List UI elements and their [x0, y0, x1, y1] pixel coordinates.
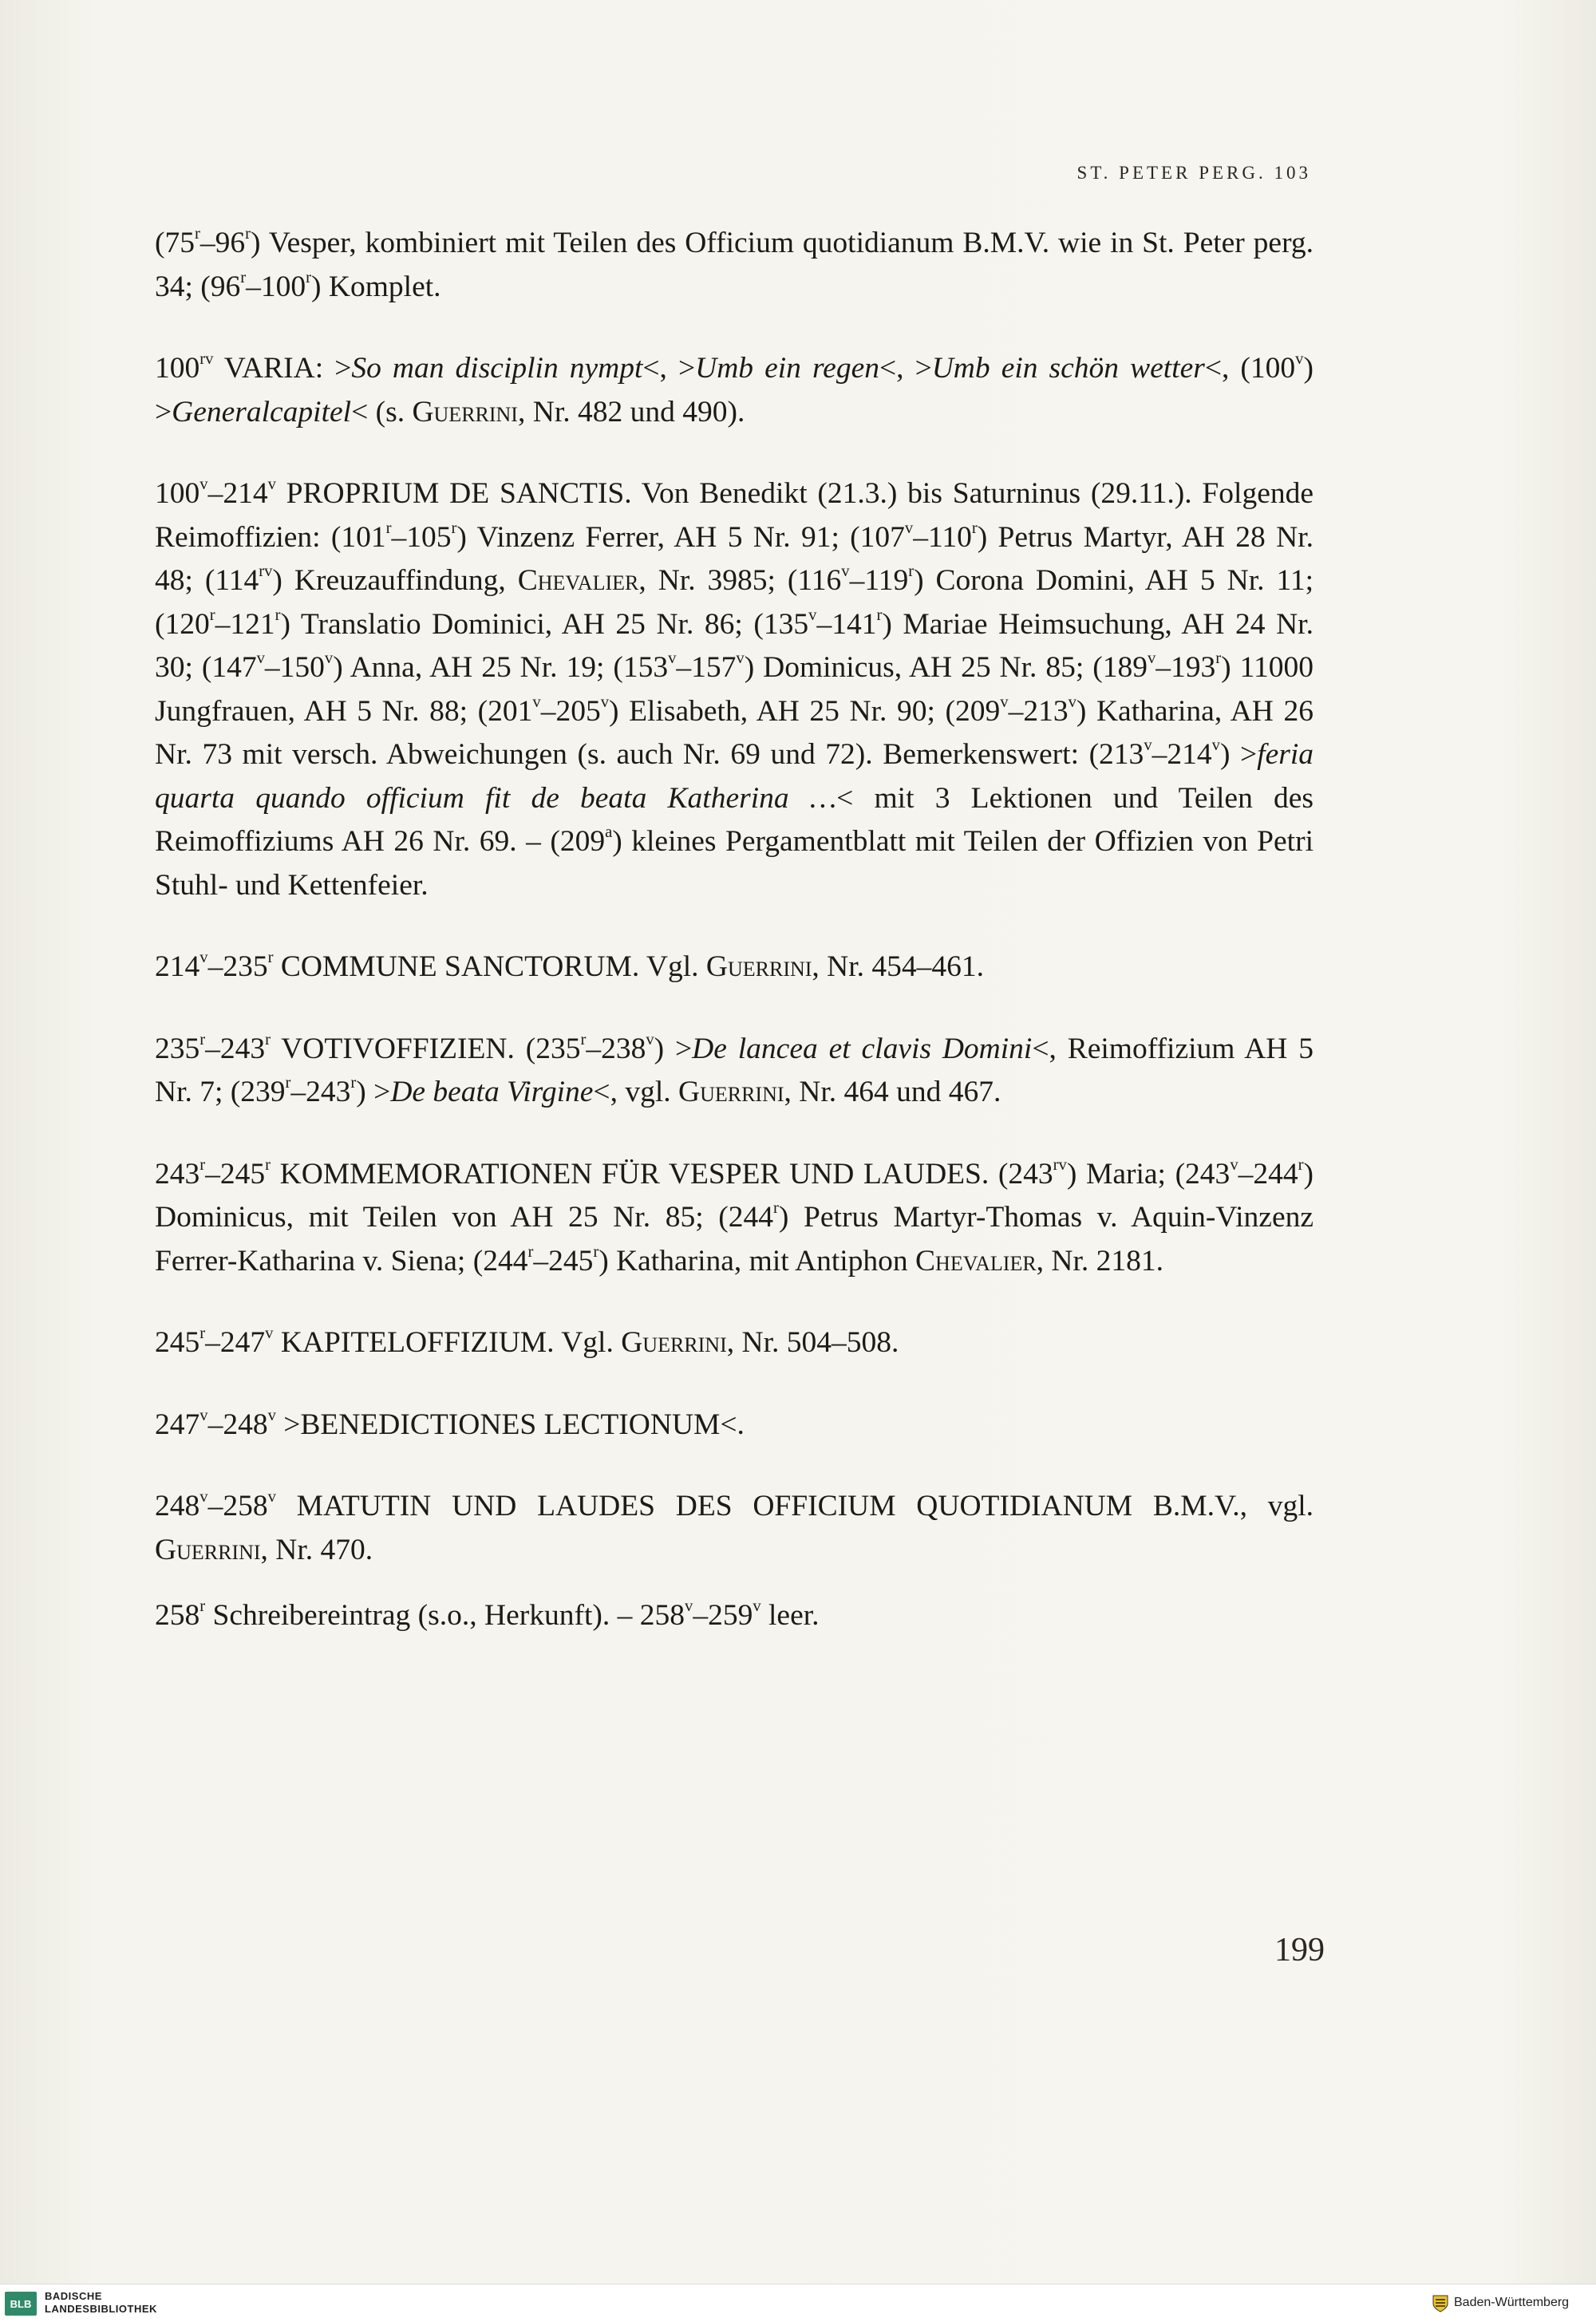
entry-varia: $100^{rv}$ VARIA: >So man disciplin nympt<, >Umb ein regen<, >Umb ein schön wetter<, $(100^v)$ >Generalcapitel< (s. Guerrini, Nr. 482 und 490).	[155, 350, 1314, 428]
catalog-entry-body	[155, 222, 1314, 1676]
entry-proprium-de-sanctis: 100$^v$–214$^v$ PROPRIUM DE SANCTIS. Von Benedikt (21.3.) bis Saturninus (29.11.). Folgende Reimoffizien: (101$^r$–105$^r$) Vinzenz Ferrer, AH 5 Nr. 91; (107$^v$–110$^r$) Petrus Martyr, AH 28 Nr. 48; $(114^{rv})$ Kreuzauffindung, Chevalier, Nr. 3985; (116$^v$–119$^r$) Corona Domini, AH 5 Nr. 11; (120$^r$–121$^r$) Translatio Dominici, AH 25 Nr. 86; (135$^v$–141$^r$) Mariae Heimsuchung, AH 24 Nr. 30; (147$^v$–150$^v$) Anna, AH 25 Nr. 19; (153$^v$–157$^v$) Dominicus, AH 25 Nr. 85; (189$^v$–193$^r$) 11000 Jungfrauen, AH 5 Nr. 88; (201$^v$–205$^v$) Elisabeth, AH 25 Nr. 90; (209$^v$–213$^v$) Katharina, AH 26 Nr. 73 mit versch. Abweichungen (s. auch Nr. 69 und 72). Bemerkenswert: $(213^v-214^v)$ >feria quarta quando officium fit de beata Katherina …< mit 3 Lektionen und Teilen des Reimoffiziums AH 26 Nr. 69. – (209$^a$) kleines Pergamentblatt mit Teilen der Offizien von Petri Stuhl- und Kettenfeier.	[155, 476, 1314, 902]
running-head: ST. PETER PERG. 103	[1077, 163, 1311, 183]
entry-vesper-komplet: (75$^r$–96$^r$) Vesper, kombiniert mit Teilen des Officium quotidianum B.M.V. wie in St. Peter perg. 34; (96$^r$–100$^r$) Komplet.	[155, 225, 1314, 303]
entry-benedictiones-lectionum: $247^v-248^v$ >BENEDICTIONES LECTIONUM<.	[155, 1406, 745, 1441]
entry-commune-sanctorum: 214$^v$–235$^r$ COMMUNE SANCTORUM. Vgl. Guerrini, Nr. 454–461.	[155, 949, 985, 983]
entry-kapiteloffizium: 245$^r$–247$^v$ KAPITELOFFIZIUM. Vgl. Guerrini, Nr. 504–508.	[155, 1325, 899, 1359]
state-name: Baden-Württemberg	[1454, 2296, 1570, 2309]
library-name-line1: BADISCHE	[45, 2290, 102, 2302]
blb-logo-icon: BLB	[5, 2292, 37, 2316]
entry-kommemorationen: 243$^r$–245$^r$ KOMMEMORATIONEN FÜR VESPER UND LAUDES. $(243^{rv})$ Maria; (243$^v$–244$^r$) Dominicus, mit Teilen von AH 25 Nr. 85; (244$^r$) Petrus Martyr-Thomas v. Aquin-Vinzenz Ferrer-Katharina v. Siena; (244$^r$–245$^r$) Katharina, mit Antiphon Chevalier, Nr. 2181.	[155, 1155, 1314, 1277]
library-name-line2: LANDESBIBLIOTHEK	[45, 2303, 157, 2315]
state-crest-icon	[1432, 2294, 1449, 2313]
page-number: 199	[1274, 1932, 1325, 1969]
entry-schreibereintrag: 258$^r$ Schreibereintrag (s.o., Herkunft). – 258$^v$–259$^v$ leer.	[155, 1597, 820, 1632]
entry-votivoffizien: 235$^r$–243$^r$ VOTIVOFFIZIEN. $(235^r-238^v) >De$ lancea et clavis Domini<, Reimoffizium AH 5 Nr. 7; $(239^r-243^r) >De$ beata Virgine<, vgl. Guerrini, Nr. 464 und 467.	[155, 1030, 1314, 1108]
library-name	[45, 2290, 157, 2316]
entry-matutin-und-laudes: 248$^v$–258$^v$ MATUTIN UND LAUDES DES OFFICIUM QUOTIDIANUM B.M.V., vgl. Guerrini, Nr. 470.	[155, 1488, 1314, 1566]
viewer-footer-bar	[0, 2284, 1596, 2322]
